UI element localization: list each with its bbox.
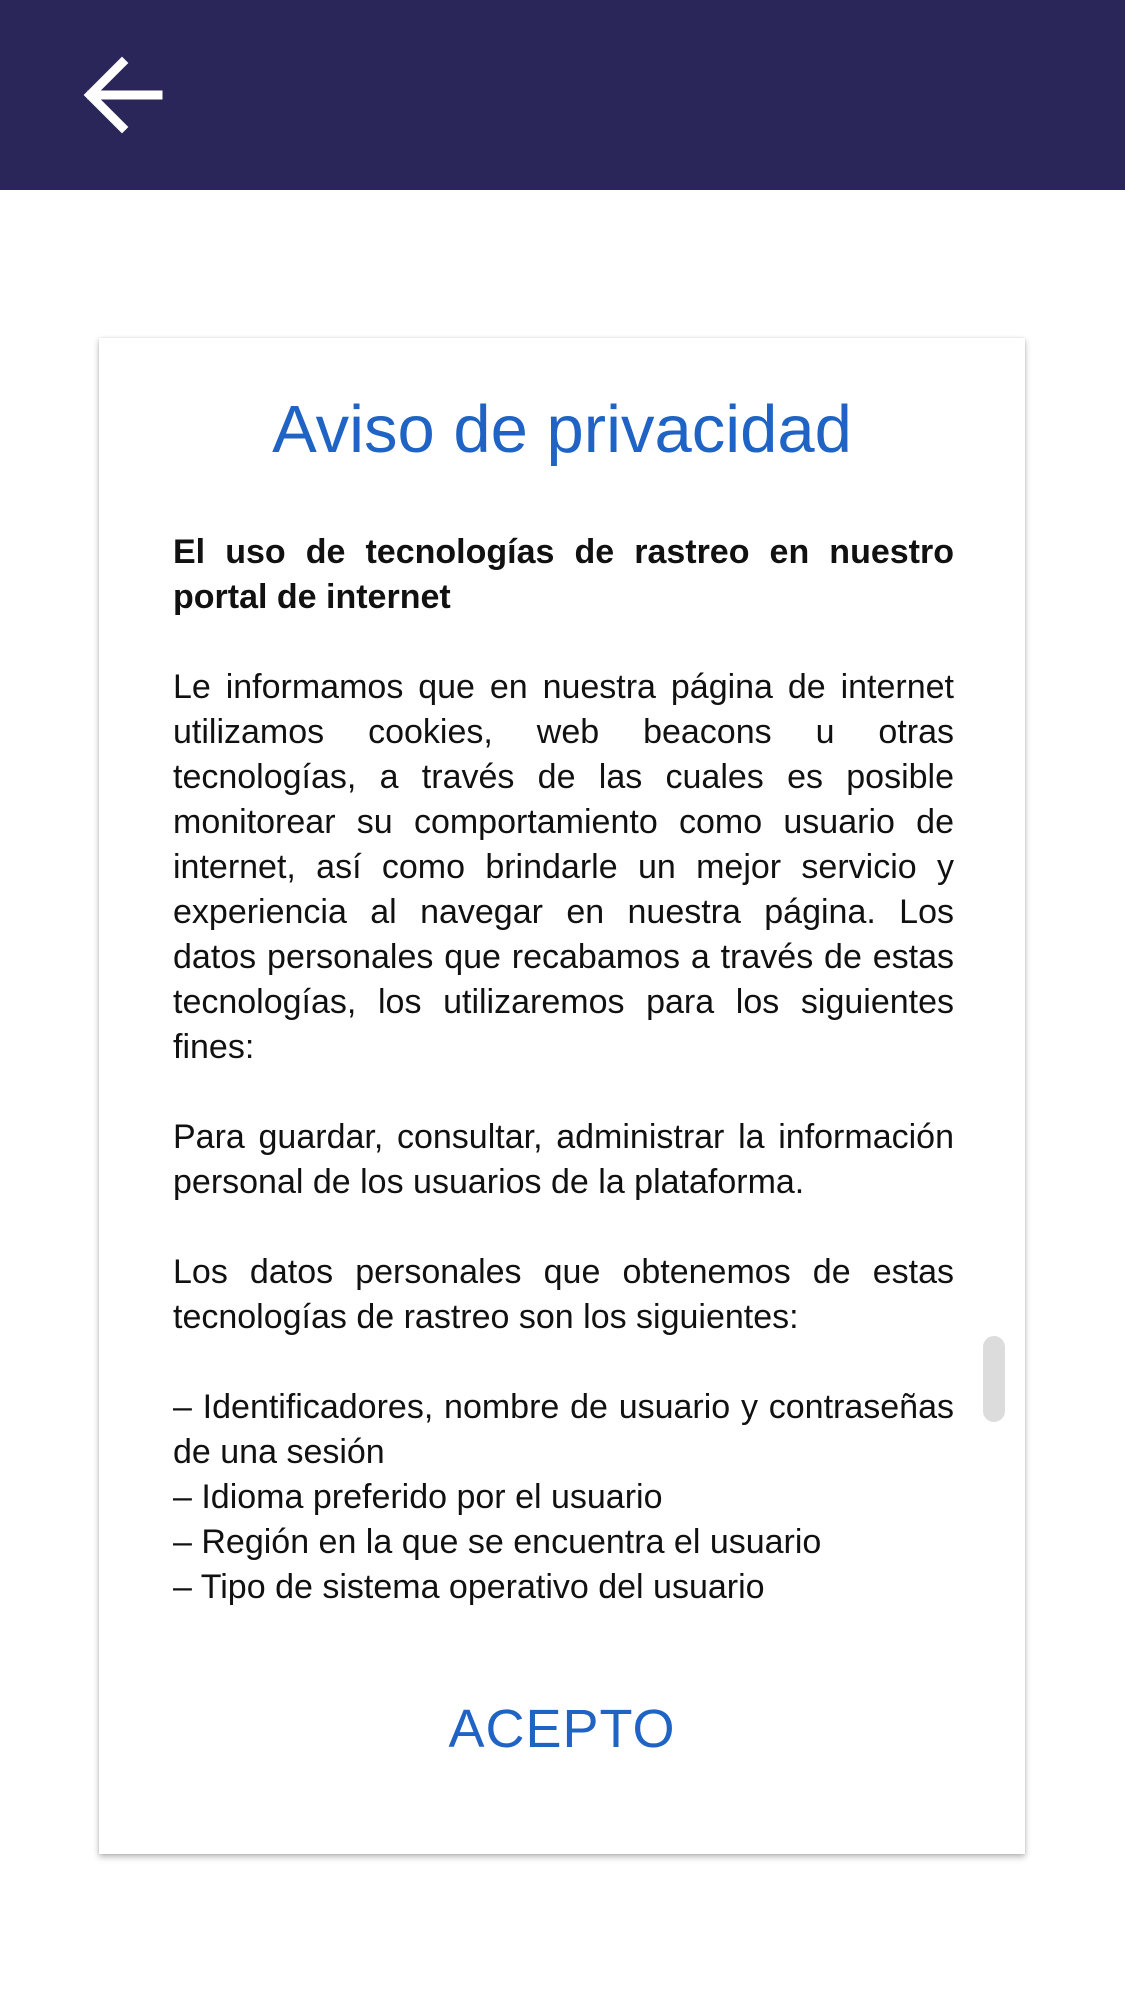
scrollbar-thumb[interactable]	[983, 1336, 1005, 1422]
dialog-content[interactable]	[173, 530, 954, 2000]
back-button[interactable]	[72, 45, 172, 145]
dialog-title: Aviso de privacidad	[272, 392, 852, 467]
paragraph-purpose: Para guardar, consultar, administrar la información personal de los usuarios de la plataforma.	[173, 1118, 954, 1201]
paragraph-data-collected: Los datos personales que obtenemos de estas tecnologías de rastreo son los siguientes:	[173, 1253, 954, 1336]
arrow-left-icon	[80, 53, 164, 137]
collected-data-list	[173, 1385, 954, 1610]
privacy-dialog	[99, 338, 1025, 1854]
list-item: – Identificadores, nombre de usuario y contraseñas de una sesión	[173, 1388, 954, 1471]
subheading: El uso de tecnologías de rastreo en nuestro portal de internet	[173, 533, 954, 616]
list-item: – Tipo de sistema operativo del usuario	[173, 1568, 765, 1606]
app-bar	[0, 0, 1125, 190]
list-item: – Región en la que se encuentra el usuario	[173, 1523, 822, 1561]
list-item: – Idioma preferido por el usuario	[173, 1478, 663, 1516]
paragraph-intro: Le informamos que en nuestra página de internet utilizamos cookies, web beacons u otras tecnologías, a través de las cuales es posible monitorear su comportamiento como usuario de internet, así como brindarle un mejor servicio y experiencia al navegar en nuestra página. Los datos personales que recabamos a través de estas tecnologías, los utilizaremos para los siguientes fines:	[173, 668, 954, 1066]
accept-button[interactable]: ACEPTO	[448, 1699, 676, 1759]
